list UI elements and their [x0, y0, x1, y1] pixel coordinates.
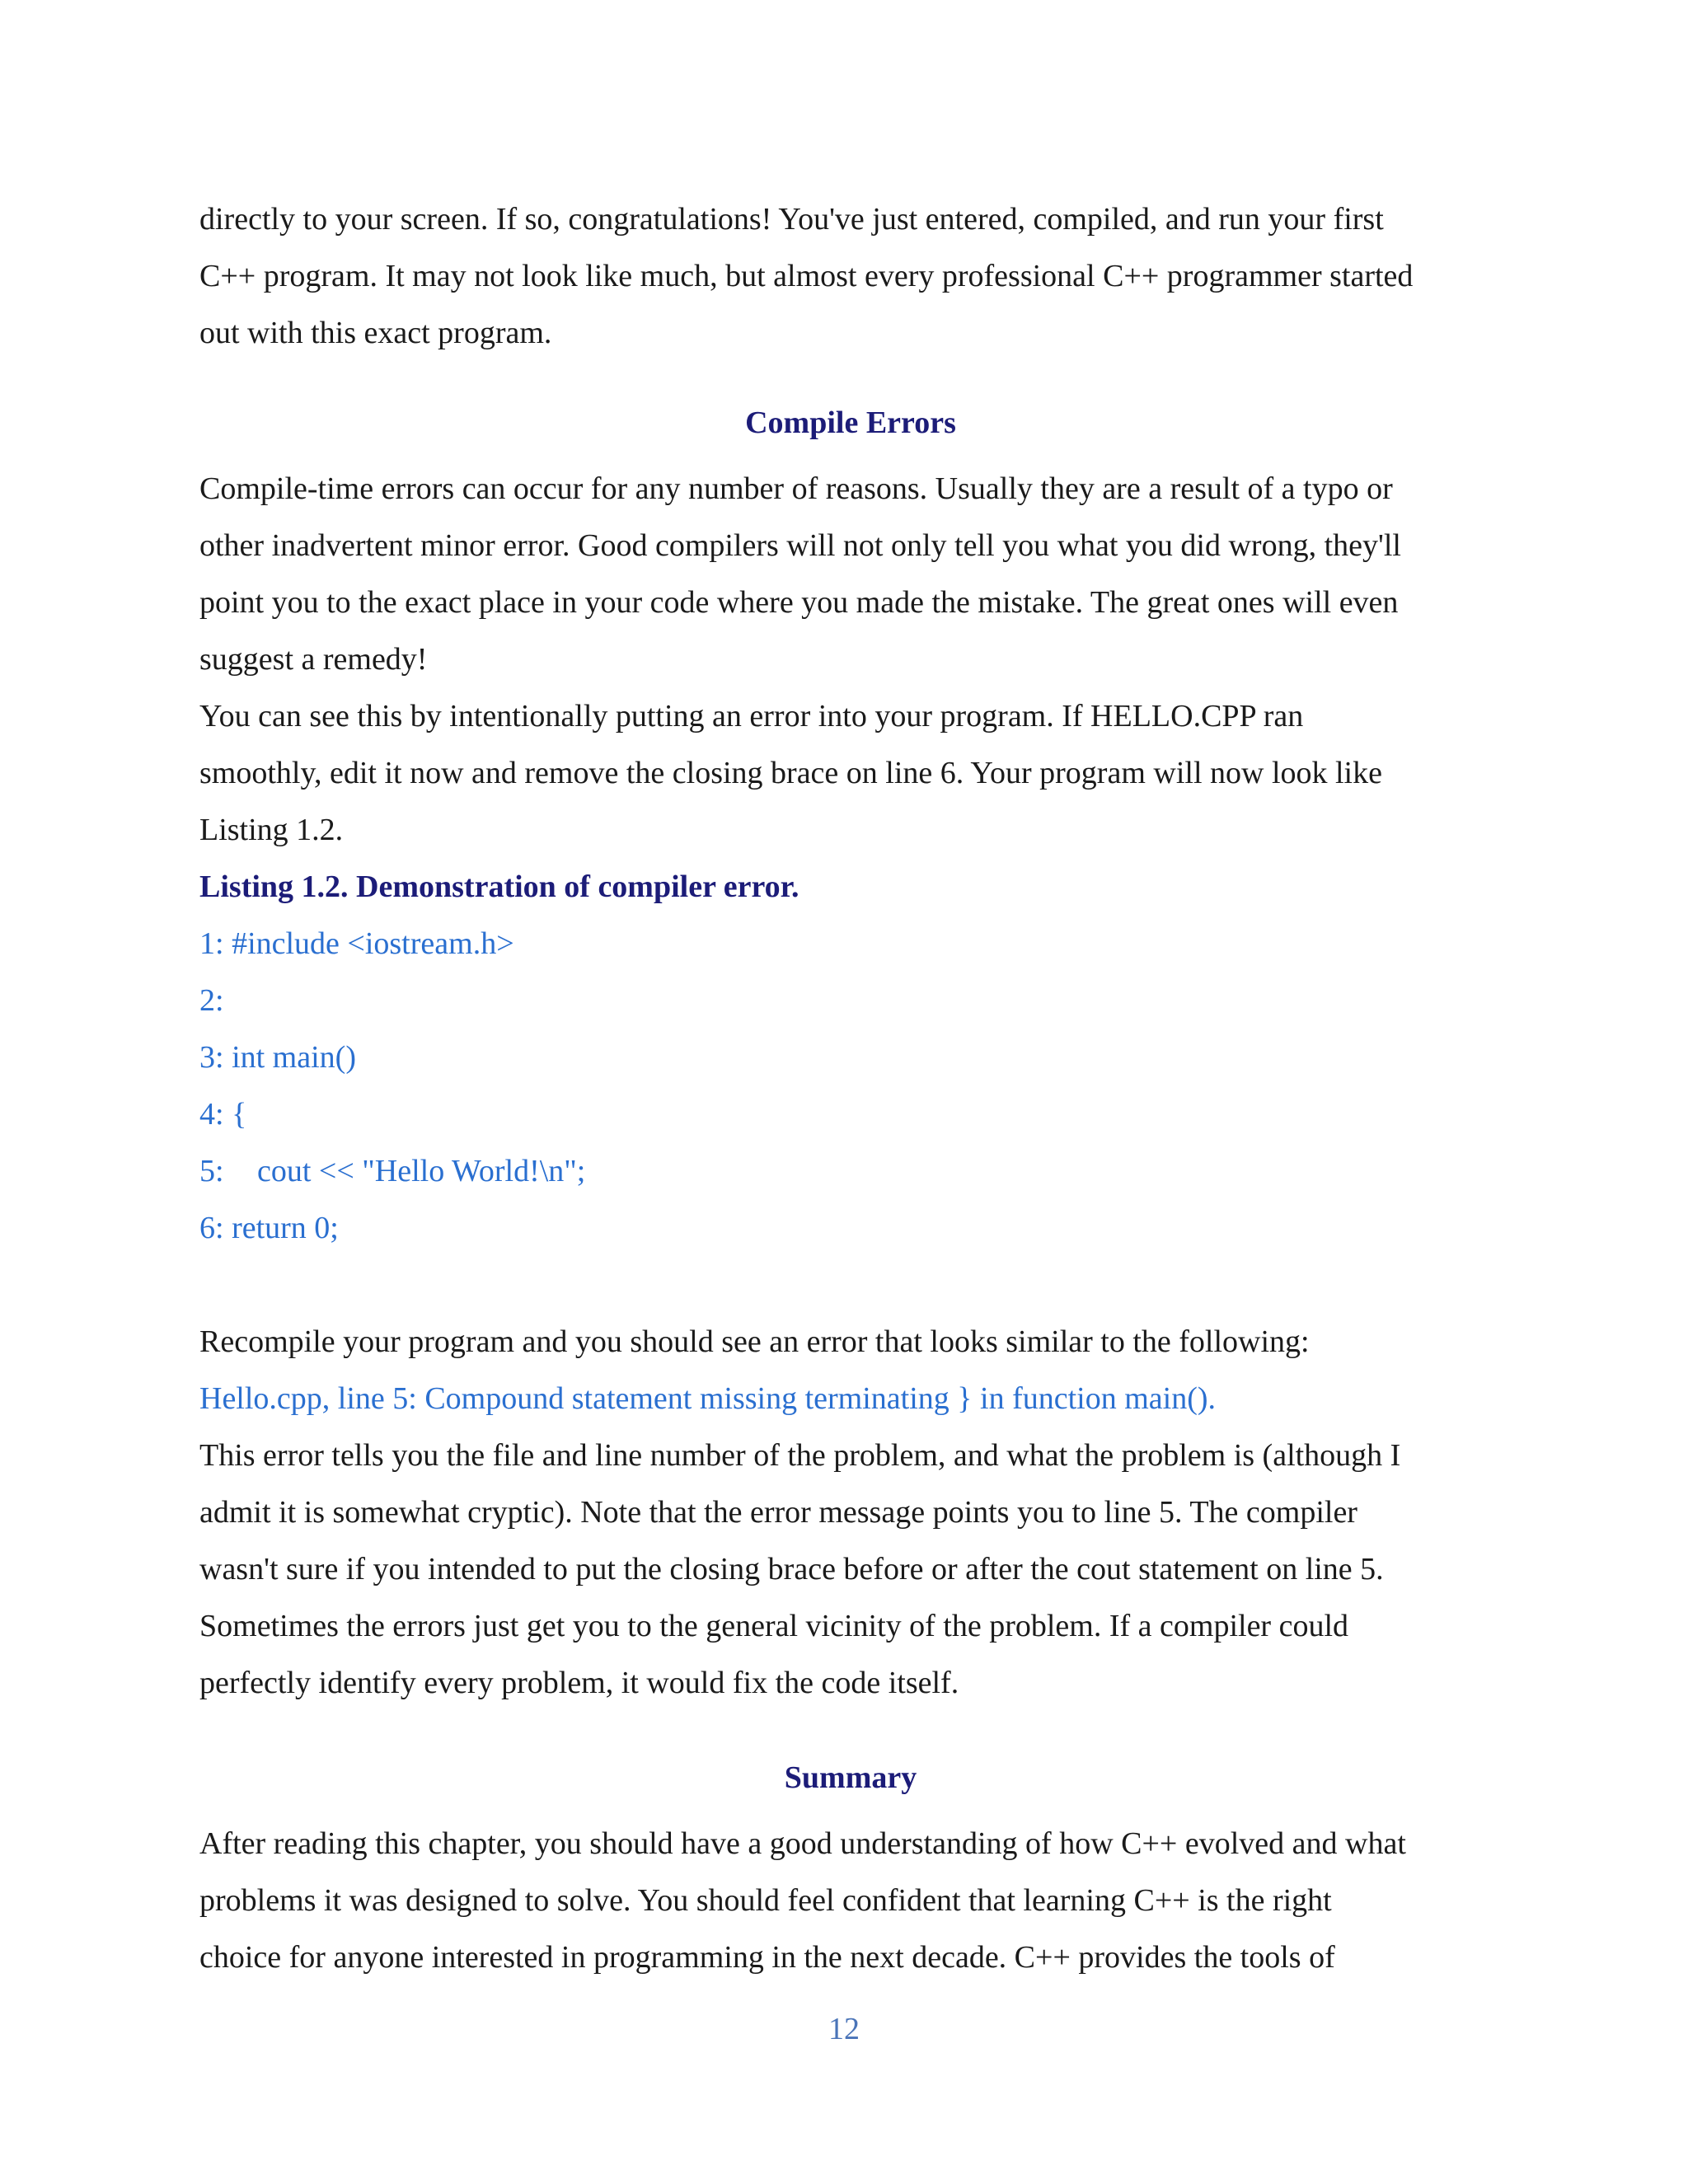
code-line-5	[199, 1151, 585, 1191]
code-line-text: #include <iostream.h>	[232, 926, 514, 961]
code-line-2	[199, 981, 224, 1020]
compile-errors-p3-line-1: This error tells you the file and line number of the problem, and what the problem is (although I	[199, 1438, 1401, 1473]
code-line-number: 5:	[199, 1154, 224, 1188]
intro-line-3: out with this exact program.	[199, 316, 552, 350]
compile-errors-p1-line-1: Compile-time errors can occur for any number of reasons. Usually they are a result of a typo or	[199, 471, 1393, 506]
compile-errors-p2-line-3: Listing 1.2.	[199, 813, 344, 847]
summary-line-1: After reading this chapter, you should have a good understanding of how C++ evolved and what	[199, 1826, 1406, 1861]
code-line-number: 1:	[199, 926, 224, 961]
compile-errors-p3-line-2: admit it is somewhat cryptic). Note that the error message points you to line 5. The compiler	[199, 1495, 1357, 1530]
code-line-text: int main()	[232, 1040, 356, 1075]
page-number: 12	[828, 2012, 860, 2046]
error-message: Hello.cpp, line 5: Compound statement missing terminating } in function main().	[199, 1381, 1216, 1416]
compile-errors-p3-line-3: wasn't sure if you intended to put the closing brace before or after the cout statement on line 5.	[199, 1552, 1384, 1586]
intro-line-2: C++ program. It may not look like much, but almost every professional C++ programmer started	[199, 259, 1414, 293]
summary-line-3: choice for anyone interested in programming in the next decade. C++ provides the tools of	[199, 1940, 1335, 1975]
compile-errors-p3-line-5: perfectly identify every problem, it would fix the code itself.	[199, 1666, 959, 1700]
compile-errors-p1-line-2: other inadvertent minor error. Good compilers will not only tell you what you did wrong, they'll	[199, 528, 1401, 563]
compile-errors-p3-line-4: Sometimes the errors just get you to the general vicinity of the problem. If a compiler could	[199, 1609, 1349, 1643]
recompile-line: Recompile your program and you should see an error that looks similar to the following:	[199, 1324, 1310, 1359]
code-line-number: 6:	[199, 1211, 224, 1245]
compile-errors-p1-line-3: point you to the exact place in your code where you made the mistake. The great ones will even	[199, 585, 1399, 620]
code-line-text: {	[232, 1097, 247, 1132]
code-line-text: return 0;	[232, 1211, 339, 1245]
code-line-3	[199, 1038, 356, 1077]
code-line-6	[199, 1208, 339, 1248]
compile-errors-p1-line-4: suggest a remedy!	[199, 642, 428, 677]
code-line-number: 4:	[199, 1097, 224, 1132]
code-line-number: 3:	[199, 1040, 224, 1075]
section-heading-summary: Summary	[784, 1760, 917, 1795]
code-line-number: 2:	[199, 983, 224, 1018]
compile-errors-p2-line-2: smoothly, edit it now and remove the closing brace on line 6. Your program will now look like	[199, 756, 1382, 790]
code-line-1	[199, 924, 514, 963]
compile-errors-p2-line-1: You can see this by intentionally putting an error into your program. If HELLO.CPP ran	[199, 699, 1304, 733]
code-line-text: cout << "Hello World!\n";	[257, 1154, 586, 1188]
summary-line-2: problems it was designed to solve. You should feel confident that learning C++ is the right	[199, 1883, 1332, 1918]
section-heading-compile-errors: Compile Errors	[745, 405, 956, 440]
intro-line-1: directly to your screen. If so, congratulations! You've just entered, compiled, and run your first	[199, 202, 1384, 237]
code-line-4	[199, 1094, 246, 1134]
listing-title: Listing 1.2. Demonstration of compiler error.	[199, 869, 799, 904]
